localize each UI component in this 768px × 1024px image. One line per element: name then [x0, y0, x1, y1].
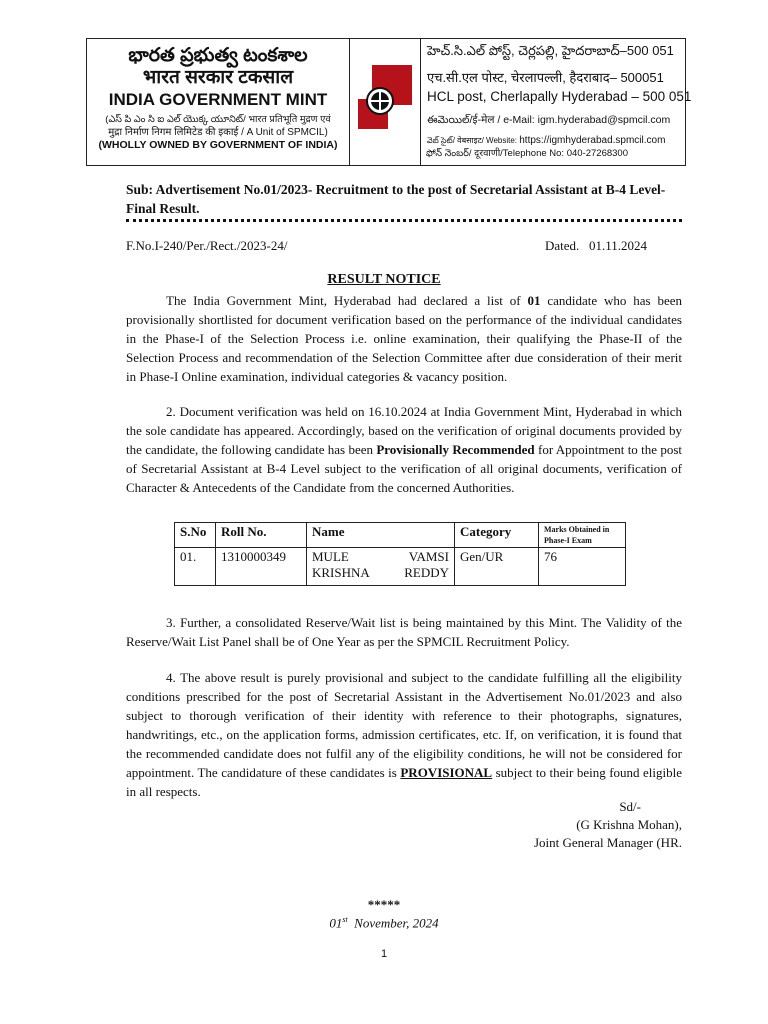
- address-hindi: एच.सी.एल पोस्ट, चेरलापल्ली, हैदराबाद– 500051: [427, 70, 664, 85]
- address-telugu: హెచ్.సి.ఎల్ పోస్ట్, చెర్లపల్లి, హైదరాబాద్–500 051: [427, 43, 674, 58]
- para1-count: 01: [527, 293, 541, 308]
- table-row: [175, 548, 626, 586]
- unit-line-2: मुद्रा निर्माण निगम लिमिटेड की इकाई / A Unit of SPMCIL): [108, 127, 328, 138]
- para1-text-c: candidate who has been provisionally shortlisted for document verification based on the performance of the individual candidates in the Phase-I of the Selection Process i.e. online examination, their qualifying the Phase-II of the Selection Process and recommendation of the Selection Committee after due consideration of their merit in Phase-I Online examination, individual categories & vacancy position.: [126, 293, 682, 384]
- spmcil-logo-icon: [350, 39, 420, 165]
- org-name-telugu: భారత ప్రభుత్వ టంకశాల: [128, 45, 308, 66]
- para3-text: 3. Further, a consolidated Reserve/Wait list is being maintained by this Mint. The Validity of the Reserve/Wait List Panel shall be of One Year as per the SPMCIL Recruitment Policy.: [126, 615, 682, 649]
- para1-text-a: The India Government Mint, Hyderabad had declared a list of: [166, 293, 528, 308]
- footer-date-rest: November, 2024: [347, 915, 439, 931]
- org-name-hindi: भारत सरकार टकसाल: [142, 67, 294, 88]
- para2-text-c: for Appointment to the post of Secretarial Assistant at B-4 Level subject to the verification of all original documents, verification of Character & Antecedents of the Candidate from the concerned Authorities.: [126, 442, 682, 495]
- signature-sd: Sd/-: [619, 799, 641, 814]
- letterhead-left: [87, 39, 350, 165]
- para4-text-c: subject to their being found eligible in all respects.: [126, 765, 683, 799]
- paragraph-2: [126, 402, 682, 497]
- cell-sno: 01.: [175, 548, 216, 586]
- para2-emphasis: Provisionally Recommended: [376, 442, 535, 457]
- signatory-designation: Joint General Manager (HR.: [533, 835, 682, 850]
- header-rollno: Roll No.: [216, 523, 307, 548]
- cell-name: MULE VAMSI KRISHNA REDDY: [307, 548, 455, 586]
- page-number: 1: [380, 948, 388, 960]
- para2-text-a: 2. Document verification was held on 16.10.2024 at India Government Mint, Hyderabad in which the sole candidate has appeared. Accordingly, based on the verification of original documents provided by the candidate, the following candidate has been: [126, 404, 682, 457]
- header-sno: S.No: [175, 523, 216, 548]
- unit-line-1: (ఎస్ పి ఎం సి ఐ ఎల్ యొక్క యూనిట్/ भारत प्रतिभूति मुद्रण एवं: [105, 114, 331, 125]
- paragraph-3: [126, 613, 682, 651]
- paragraph-4: [126, 668, 682, 801]
- footer-date: [0, 915, 768, 931]
- file-number: F.No.I-240/Per./Rect./2023-24/: [126, 238, 288, 253]
- phone-line: ఫోన్ నెంబర్/ दूरवाणी/Telephone No: 040-27268300: [426, 148, 628, 159]
- logo: [350, 39, 421, 165]
- dotted-divider: [126, 219, 682, 222]
- signatory-name: (G Krishna Mohan),: [576, 817, 682, 832]
- header-name: Name: [307, 523, 455, 548]
- table-header-row: [175, 523, 626, 548]
- footer-date-suffix: st: [342, 915, 348, 924]
- header-category: Category: [455, 523, 539, 548]
- date-line: Dated. 01.11.2024: [545, 238, 648, 253]
- stars-separator: *****: [367, 897, 401, 912]
- footer-date-day: 01: [329, 915, 343, 931]
- header-marks: Marks Obtained in Phase-I Exam: [539, 523, 626, 548]
- paragraph-1: [126, 291, 682, 386]
- cell-marks: 76: [539, 548, 626, 586]
- para4-emphasis: PROVISIONAL: [400, 765, 493, 780]
- subject-line: Sub: Advertisement No.01/2023- Recruitment to the post of Secretarial Assistant at B-4 Level- Final Result.: [126, 182, 666, 216]
- email-line[interactable]: ఈమెయిల్/ई-मेल / e-Mail: igm.hyderabad@spmcil.com: [427, 114, 671, 126]
- page-title: RESULT NOTICE: [327, 272, 441, 287]
- para4-text-a: 4. The above result is purely provisional and subject to the candidate fulfilling all the eligibility conditions prescribed for the post of Secretarial Assistant in the Advertisement No.01/2023 and also subject to thorough verification of their identity with reference to their photographs, signatures, handwritings, etc., on the application forms, admission certificates, etc. If, on verification, it is found that the recommended candidate does not fulfil any of the eligibility conditions, he will not be considered for appointment. The candidature of these candidates is: [126, 670, 682, 780]
- org-name-english: INDIA GOVERNMENT MINT: [108, 90, 328, 109]
- cell-rollno: 1310000349: [216, 548, 307, 586]
- address-english: HCL post, Cherlapally Hyderabad – 500 051: [427, 89, 692, 104]
- phone-line-wrap: [426, 146, 628, 161]
- cell-category: Gen/UR: [455, 548, 539, 586]
- ownership-line: (WHOLLY OWNED BY GOVERNMENT OF INDIA): [98, 139, 338, 151]
- website-link[interactable]: https://igmhyderabad.spmcil.com: [519, 135, 666, 146]
- website-label: వెబ్ సైట్/ वेबसाइट/ Website:: [427, 136, 520, 145]
- result-table: [174, 522, 626, 586]
